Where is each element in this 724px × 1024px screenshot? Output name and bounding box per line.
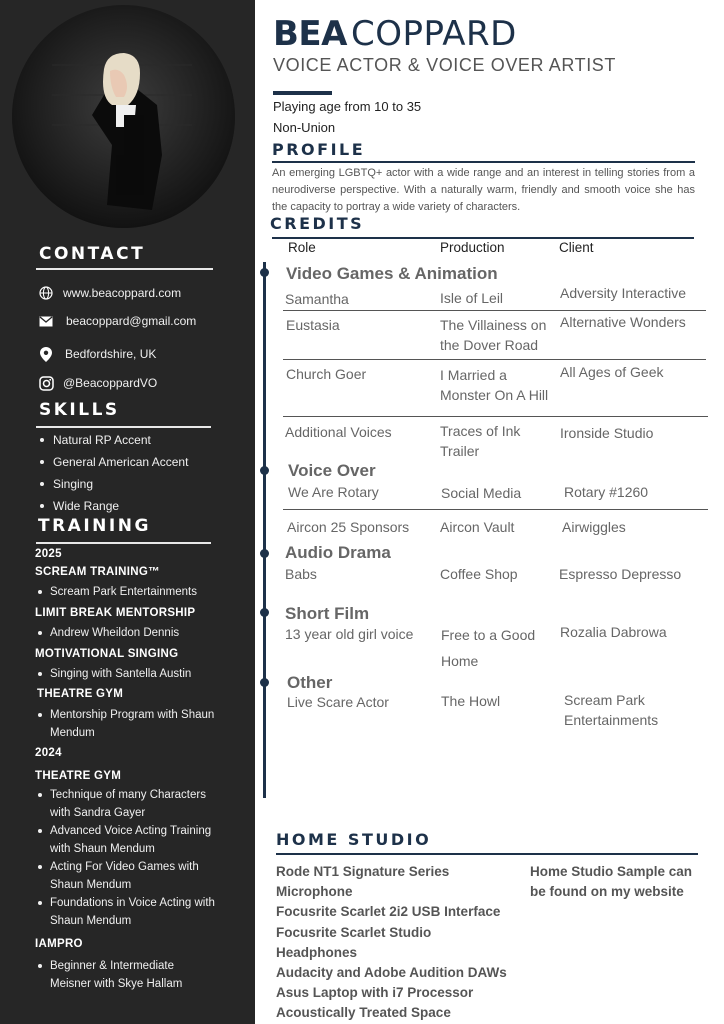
credit-role: Additional Voices (285, 424, 392, 440)
limit-break-list (35, 624, 250, 642)
list-item: Advanced Voice Acting Training with Shaun Mendum (35, 822, 225, 858)
union-status: Non-Union (273, 120, 336, 135)
training-heading: TRAINING (38, 516, 151, 536)
contact-divider (36, 268, 213, 270)
column-production: Production (440, 240, 505, 255)
profile-text: An emerging LGBTQ+ actor with a wide range and an interest in telling stories from a neurodiverse perspective. With a naturally warm, friendly and smooth voice she has the capacity to portray a wide variety of characters. (272, 167, 695, 213)
category-other: Other (287, 673, 333, 692)
category-audio-drama: Audio Drama (285, 543, 391, 562)
sidebar (0, 0, 255, 1024)
credit-client: Ironside Studio (560, 425, 654, 441)
list-item: Acoustically Treated Space (276, 1005, 451, 1021)
accent-bar (273, 91, 332, 95)
skills-list (38, 429, 188, 517)
credit-client: Scream Park Entertainments (564, 692, 659, 728)
email-text[interactable]: beacoppard@gmail.com (66, 314, 197, 328)
list-item: Rode NT1 Signature Series Microphone (276, 864, 450, 900)
timeline-dot (260, 678, 269, 687)
contact-instagram[interactable] (38, 375, 157, 391)
timeline-line (263, 262, 266, 798)
credit-production: Aircon Vault (440, 519, 515, 535)
list-item: Foundations in Voice Acting with Shaun Mendum (35, 894, 225, 930)
list-item: Wide Range (38, 495, 188, 517)
globe-icon (38, 285, 54, 301)
list-item: Singing (38, 473, 188, 495)
last-name: COPPARD (350, 14, 517, 54)
credit-production: Social Media (441, 485, 522, 501)
credit-role: Aircon 25 Sponsors (287, 519, 410, 535)
job-title: VOICE ACTOR & VOICE OVER ARTIST (273, 55, 617, 75)
category-voice-over: Voice Over (288, 461, 376, 480)
credit-role: Samantha (285, 291, 349, 307)
credit-role: Church Goer (286, 366, 367, 382)
credit-role: Babs (285, 566, 317, 582)
list-item: Technique of many Characters with Sandra Gayer (35, 786, 225, 822)
motivational-singing-list (35, 665, 250, 683)
theatre-gym-list-2 (35, 786, 225, 930)
mail-icon (38, 313, 54, 329)
contact-email[interactable] (38, 313, 196, 329)
list-item: Singing with Santella Austin (35, 665, 250, 683)
credit-production: Traces of Ink Trailer (440, 423, 521, 459)
credit-production: Coffee Shop (440, 566, 518, 582)
scream-training-list (35, 583, 250, 601)
credit-production: Free to a Good Home (441, 627, 536, 669)
contact-location (38, 346, 156, 362)
credit-client: Alternative Wonders (560, 314, 686, 330)
instagram-text[interactable]: @BeacoppardVO (63, 376, 158, 390)
row-divider (283, 509, 708, 510)
credit-role: Live Scare Actor (287, 694, 389, 710)
credit-client: Adversity Interactive (560, 285, 687, 301)
profile-heading: PROFILE (272, 140, 366, 159)
list-item: Audacity and Adobe Audition DAWs (276, 965, 507, 981)
row-divider (283, 359, 706, 360)
scream-training-title: SCREAM TRAINING™ (35, 566, 160, 578)
credit-role: Eustasia (286, 317, 340, 333)
credit-client: Rozalia Dabrowa (560, 624, 667, 640)
credit-production: Isle of Leil (440, 290, 504, 306)
contact-heading: CONTACT (39, 244, 146, 264)
timeline-dot (260, 549, 269, 558)
list-item: Andrew Wheildon Dennis (35, 624, 250, 642)
row-divider (283, 310, 706, 311)
contact-website[interactable] (38, 285, 181, 301)
list-item: Acting For Video Games with Shaun Mendum (35, 858, 225, 894)
credit-role: We Are Rotary (288, 484, 379, 500)
first-name: BEA (273, 14, 347, 54)
website-text[interactable]: www.beacoppard.com (63, 286, 182, 300)
theatre-gym-title-1: THEATRE GYM (37, 688, 124, 700)
row-divider (283, 416, 708, 417)
credits-divider (272, 237, 694, 239)
studio-sample-note: Home Studio Sample can be found on my website (530, 864, 693, 900)
column-role: Role (288, 240, 316, 255)
skills-heading: SKILLS (39, 400, 120, 420)
profile-divider (272, 161, 695, 163)
credits-heading: CREDITS (270, 214, 365, 233)
credit-production: The Howl (441, 693, 501, 709)
timeline-dot (260, 466, 269, 475)
training-divider (36, 542, 211, 544)
category-video-games: Video Games & Animation (286, 264, 498, 283)
timeline-dot (260, 608, 269, 617)
credit-production: I Married a Monster On A Hill (440, 367, 549, 403)
credit-client: All Ages of Geek (560, 364, 664, 380)
list-item: Mentorship Program with Shaun Mendum (35, 706, 215, 742)
credit-client: Rotary #1260 (564, 484, 649, 500)
instagram-icon (38, 375, 54, 391)
motivational-singing-title: MOTIVATIONAL SINGING (35, 648, 179, 660)
year-2024: 2024 (35, 747, 62, 759)
list-item: Scream Park Entertainments (35, 583, 250, 601)
list-item: Natural RP Accent (38, 429, 188, 451)
location-text: Bedfordshire, UK (65, 347, 157, 361)
list-item: Asus Laptop with i7 Processor (276, 985, 474, 1001)
home-studio-heading: HOME STUDIO (276, 830, 432, 849)
timeline-dot (260, 268, 269, 277)
playing-age: Playing age from 10 to 35 (273, 99, 422, 114)
credit-client: Espresso Depresso (559, 566, 682, 582)
credit-role: 13 year old girl voice (285, 626, 414, 642)
iampro-title: IAMPRO (35, 938, 83, 950)
home-studio-divider (276, 853, 698, 855)
skills-divider (36, 426, 211, 428)
theatre-gym-title-2: THEATRE GYM (35, 770, 122, 782)
category-short-film: Short Film (285, 604, 370, 623)
theatre-gym-list-1 (35, 706, 215, 742)
list-item: Beginner & Intermediate Meisner with Skye Hallam (35, 957, 210, 993)
year-2025: 2025 (35, 548, 62, 560)
profile-photo (12, 5, 235, 228)
location-pin-icon (38, 346, 54, 362)
list-item: Focusrite Scarlet 2i2 USB Interface (276, 904, 501, 920)
credit-client: Airwiggles (562, 519, 626, 535)
studio-equipment-list (276, 862, 516, 1024)
list-item: Focusrite Scarlet Studio Headphones (276, 924, 432, 960)
credit-production: The Villainess on the Dover Road (440, 317, 547, 353)
portrait-illustration (12, 5, 235, 228)
iampro-list (35, 957, 210, 993)
full-name (273, 14, 517, 54)
list-item: General American Accent (38, 451, 188, 473)
column-client: Client (559, 240, 594, 255)
limit-break-title: LIMIT BREAK MENTORSHIP (35, 607, 196, 619)
